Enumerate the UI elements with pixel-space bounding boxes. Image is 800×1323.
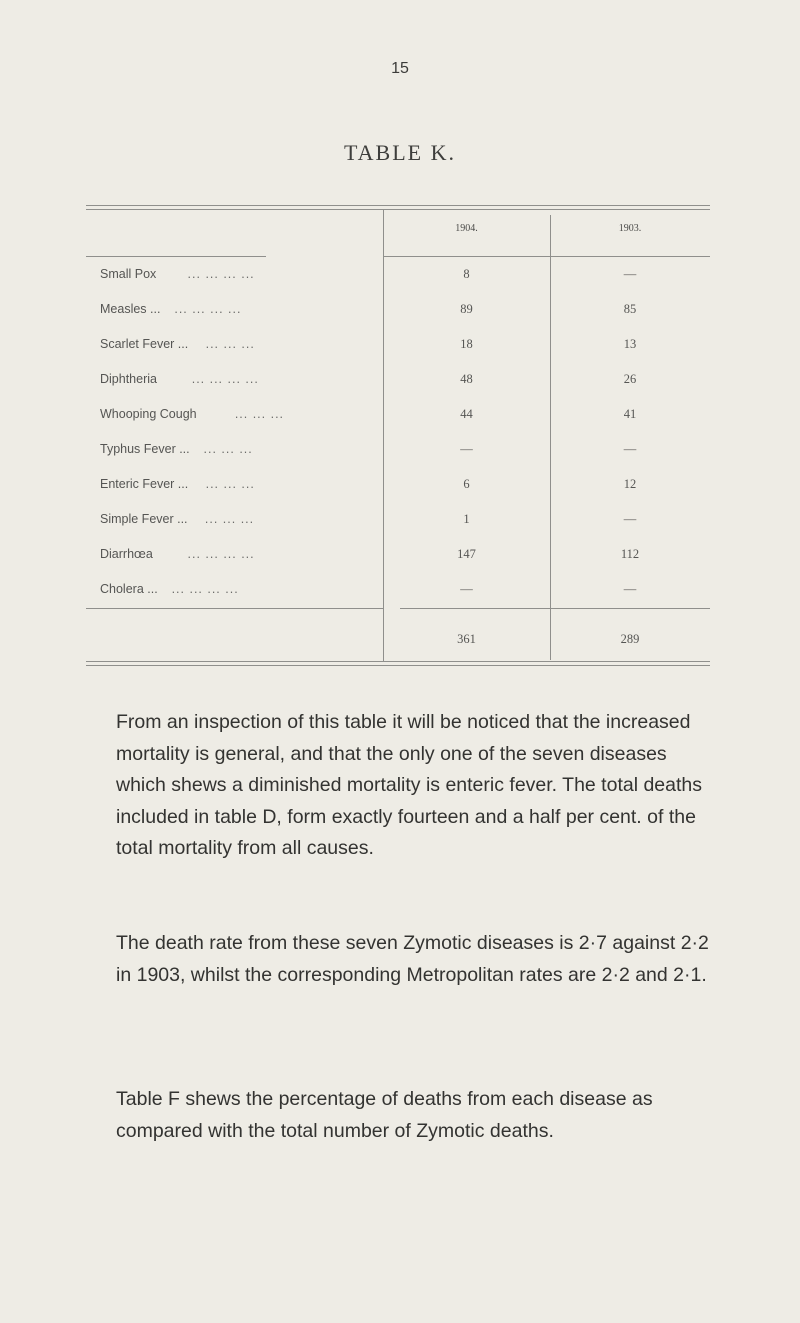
table-bottom-rule <box>86 661 710 662</box>
column-header-1903: 1903. <box>618 223 642 234</box>
total-1904: 361 <box>457 632 476 646</box>
paragraph: The death rate from these seven Zymotic diseases is 2·7 against 2·2 in 1903, whilst the corresponding Metropolitan rates are 2·2 and 2·1. <box>116 932 709 986</box>
value-1903: — <box>623 582 637 596</box>
value-1904: 48 <box>460 372 473 386</box>
table-top-rule-2 <box>86 209 710 210</box>
row-label: Measles ... ... ... ... ... <box>100 302 242 316</box>
row-label: Cholera ... ... ... ... ... <box>100 582 239 596</box>
paragraph: From an inspection of this table it will be noticed that the increased mortality is general, and that the only one of the seven diseases which shews a diminished mortality is enteric fever. The total deaths included in table D, form exactly fourteen and a half per cent. of the total mortality from all causes. <box>116 711 702 859</box>
page-number: 15 <box>391 60 409 77</box>
value-1903: 112 <box>620 547 640 561</box>
value-1903: — <box>623 512 637 526</box>
value-1904: 8 <box>463 267 470 281</box>
header-rule <box>86 256 266 257</box>
column-header-1904: 1904. <box>455 223 478 234</box>
page-title: TABLE K. <box>343 140 456 165</box>
value-1903: 26 <box>623 372 637 386</box>
paragraph: Table F shews the percentage of deaths from each disease as compared with the total number of Zymotic deaths. <box>116 1088 653 1142</box>
row-label: Whooping Cough ... ... ... <box>100 407 285 421</box>
header-rule-values <box>383 256 710 257</box>
value-1903: — <box>623 267 637 281</box>
mortality-table <box>100 205 710 665</box>
row-label: Simple Fever ... ... ... ... <box>100 512 255 526</box>
value-1903: — <box>623 442 637 456</box>
row-label: Typhus Fever ... ... ... ... <box>100 442 253 456</box>
value-1904: — <box>460 442 473 456</box>
value-1903: 85 <box>623 302 637 316</box>
value-1904: 89 <box>460 302 473 316</box>
table-top-rule <box>86 205 710 206</box>
row-label: Diarrhœa ... ... ... ... <box>100 547 255 561</box>
value-1904: — <box>460 582 473 596</box>
row-label: Small Pox ... ... ... ... <box>100 267 255 281</box>
totals-rule-left <box>86 608 383 609</box>
total-1903: 289 <box>620 632 640 646</box>
value-1904: 6 <box>463 477 470 491</box>
value-1904: 147 <box>457 547 476 561</box>
value-1904: 18 <box>460 337 473 351</box>
value-1904: 1 <box>463 512 470 526</box>
value-1903: 12 <box>623 477 637 491</box>
row-label: Diphtheria ... ... ... ... <box>100 372 259 386</box>
value-1904: 44 <box>460 407 473 421</box>
totals-rule-values <box>400 608 710 609</box>
value-1903: 13 <box>623 337 637 351</box>
row-label: Enteric Fever ... ... ... ... <box>100 477 255 491</box>
table-bottom-rule-2 <box>86 665 710 666</box>
value-1903: 41 <box>623 407 637 421</box>
row-label: Scarlet Fever ... ... ... ... <box>100 337 255 351</box>
